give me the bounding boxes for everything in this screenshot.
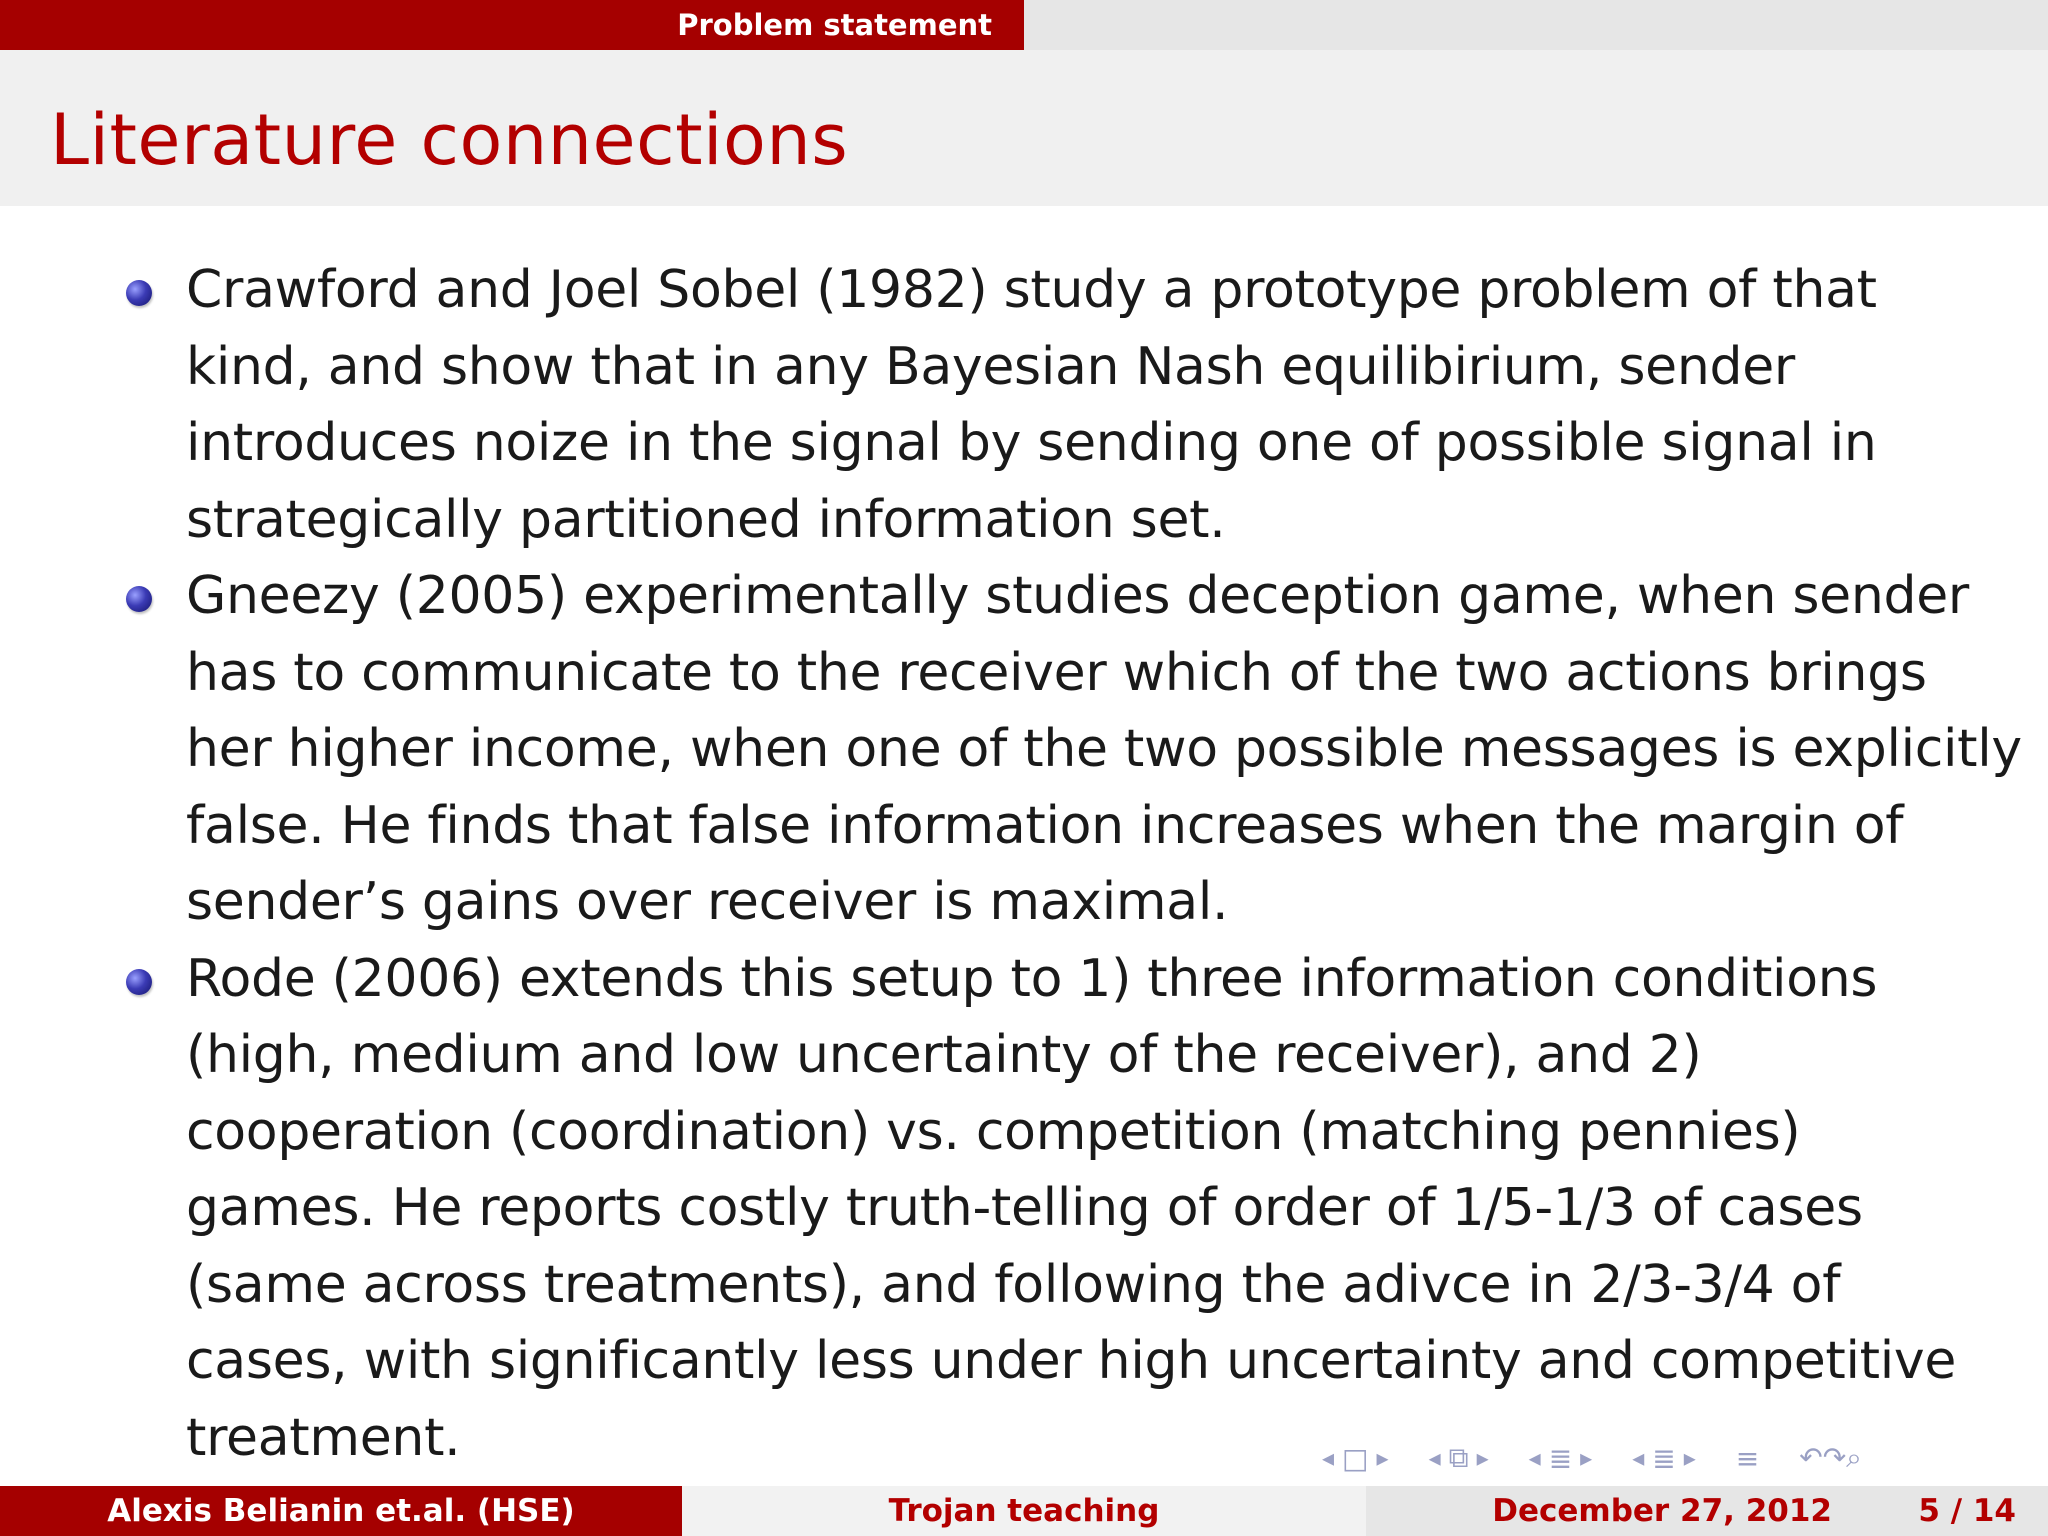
bullet-line: introduces noize in the signal by sending one of possible signal in [186, 413, 1877, 473]
footer-short-title: Trojan teaching [682, 1486, 1366, 1536]
ball-bullet-icon [126, 969, 152, 995]
frame-title-block [0, 50, 2048, 206]
frame-title: Literature connections [50, 99, 849, 181]
section-title[interactable]: Problem statement [0, 0, 1024, 50]
nav-next-section-icon[interactable]: ▸ [1580, 1444, 1593, 1472]
nav-prev-document-icon[interactable]: ◂ [1632, 1444, 1645, 1472]
navigation-symbols [1318, 1438, 1898, 1478]
bullet-line: kind, and show that in any Bayesian Nash equilibirium, sender [186, 336, 1795, 397]
footer-bar [0, 1486, 2048, 1536]
bullet-line: (same across treatments), and following the adivce in 2/3-3/4 of [186, 1254, 1841, 1315]
nav-section-icon[interactable]: ≣ [1548, 1441, 1573, 1475]
nav-prev-subsection-icon[interactable]: ◂ [1428, 1444, 1441, 1472]
nav-search-group[interactable] [1795, 1441, 1866, 1475]
nav-prev-section-icon[interactable]: ◂ [1528, 1444, 1541, 1472]
nav-next-document-icon[interactable]: ▸ [1683, 1444, 1696, 1472]
bullet-line: her higher income, when one of the two possible messages is explicitly [186, 719, 2022, 779]
bullet-line: strategically partitioned information set. [186, 489, 1226, 550]
ball-bullet-icon [126, 280, 152, 306]
bullet-list [120, 252, 2022, 1476]
bullet-line: games. He reports costly truth-telling of order of 1/5-1/3 of cases [186, 1178, 1863, 1238]
bullet-line: Crawford and Joel Sobel (1982) study a prototype problem of that [186, 260, 1877, 320]
nav-align-group[interactable] [1732, 1442, 1763, 1475]
nav-section-group[interactable] [1525, 1442, 1597, 1475]
bullet-item [120, 252, 2000, 558]
header-bar [0, 0, 2048, 50]
bullet-line: cooperation (coordination) vs. competition (matching pennies) [186, 1101, 1801, 1162]
nav-subsection-icon[interactable]: ⧉ [1448, 1441, 1469, 1474]
nav-prev-frame-icon[interactable]: ◂ [1322, 1444, 1335, 1472]
ball-bullet-icon [126, 586, 152, 612]
bullet-item [120, 558, 2022, 941]
footer-page-number: 5 / 14 [1918, 1493, 2016, 1529]
bullet-line: cases, with significantly less under high uncertainty and competitive [186, 1331, 1957, 1391]
footer-date: December 27, 2012 [1492, 1493, 1832, 1529]
content-area [120, 252, 2022, 1476]
nav-align-icon[interactable]: ≡ [1735, 1441, 1760, 1475]
nav-next-frame-icon[interactable]: ▸ [1376, 1444, 1389, 1472]
footer-author: Alexis Belianin et.al. (HSE) [0, 1486, 682, 1536]
bullet-line: has to communicate to the receiver which of the two actions brings [186, 642, 1927, 703]
nav-frame-group[interactable] [1318, 1442, 1393, 1475]
bullet-line: sender’s gains over receiver is maximal. [186, 872, 1229, 932]
bullet-line: treatment. [186, 1407, 461, 1468]
nav-back-forward-search-icon[interactable]: ↶↷⌕ [1799, 1441, 1862, 1474]
bullet-line: Rode (2006) extends this setup to 1) three information conditions [186, 948, 1878, 1009]
bullet-line: false. He finds that false information increases when the margin of [186, 795, 1904, 856]
bullet-line: Gneezy (2005) experimentally studies deception game, when sender [186, 566, 1970, 626]
nav-document-group[interactable] [1628, 1442, 1700, 1475]
bullet-item [120, 941, 2000, 1477]
footer-date-page [1366, 1486, 2048, 1536]
bullet-line: (high, medium and low uncertainty of the receiver), and 2) [186, 1025, 1702, 1085]
nav-next-subsection-icon[interactable]: ▸ [1476, 1444, 1489, 1472]
nav-document-icon[interactable]: ≣ [1652, 1441, 1676, 1475]
nav-subsection-group[interactable] [1425, 1441, 1493, 1475]
nav-frame-icon[interactable]: □ [1342, 1441, 1369, 1475]
